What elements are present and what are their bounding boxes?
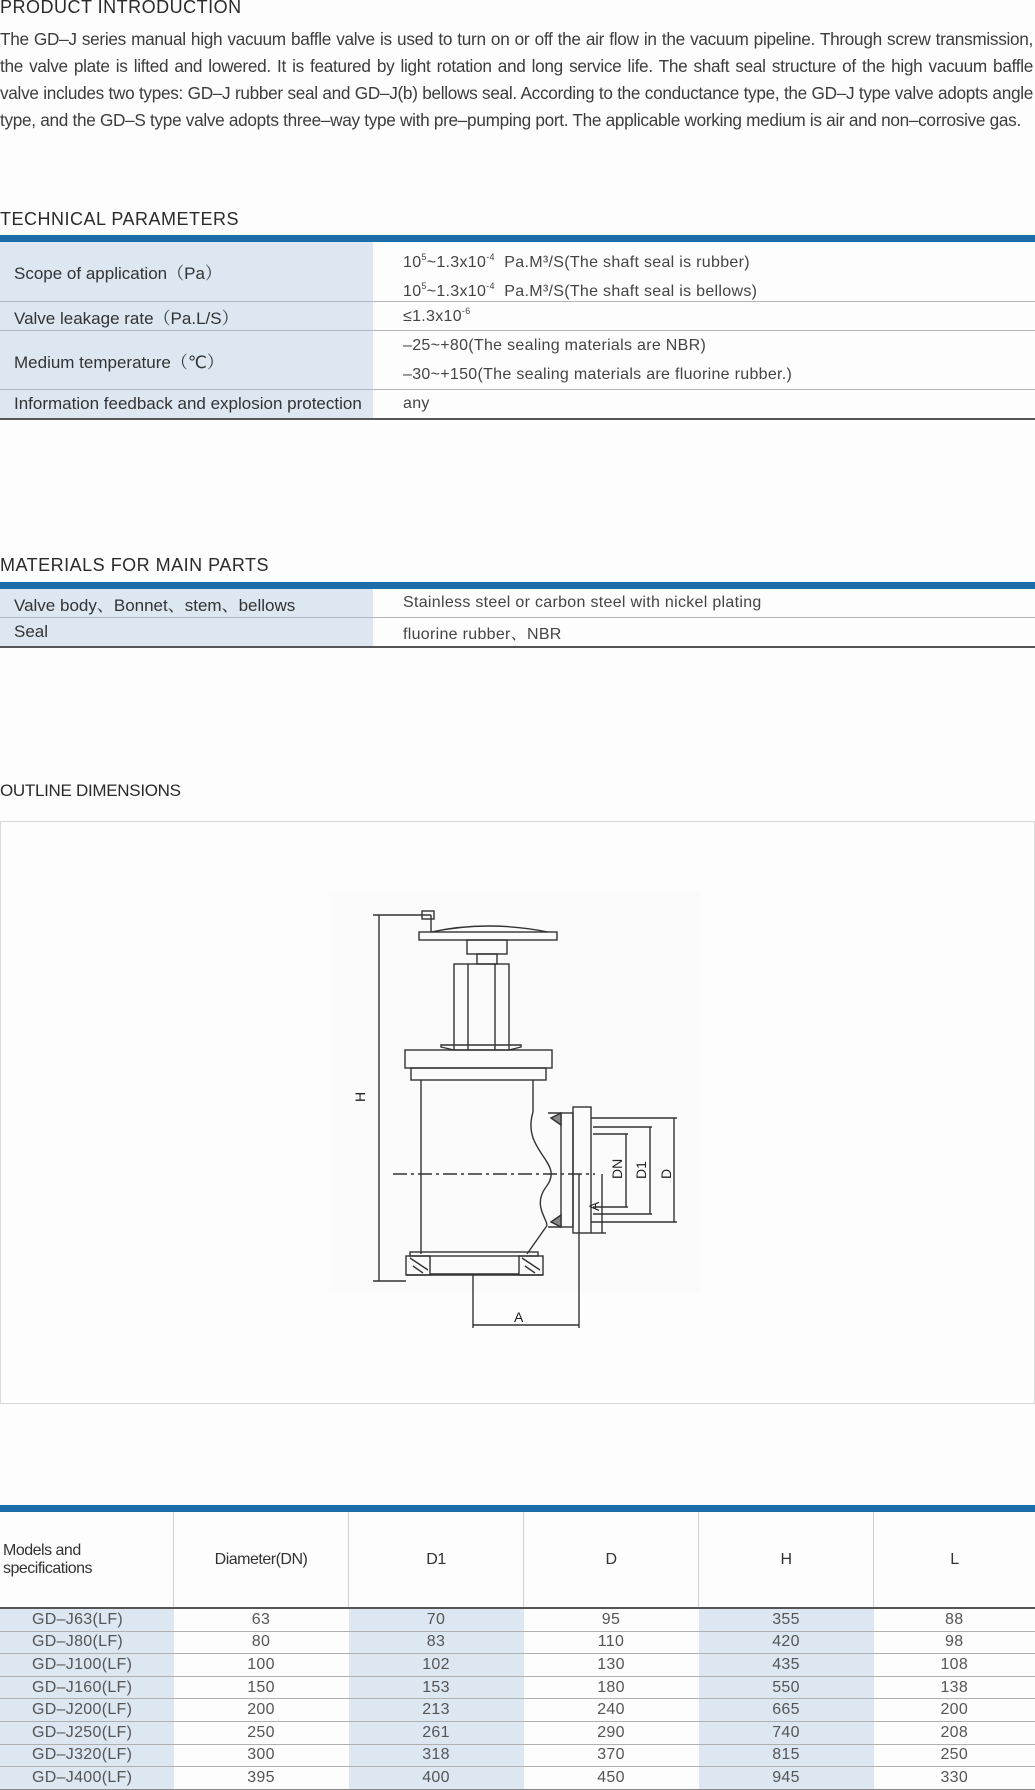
materials-title: MATERIALS FOR MAIN PARTS: [0, 555, 270, 575]
outline-title: OUTLINE DIMENSIONS: [0, 781, 181, 800]
cell-d1: 83: [349, 1631, 524, 1654]
tech-value-line: –25~+80(The sealing materials are NBR): [403, 337, 707, 354]
cell-diameter: 300: [174, 1744, 349, 1767]
cell-d1: 70: [349, 1608, 524, 1631]
table-row: [0, 1721, 1035, 1744]
materials-table: [0, 589, 1035, 648]
col-header-d1: D1: [349, 1512, 524, 1608]
tech-value-line: $10^5\sim 1.3x10^{-4}$ Pa.M³/S(The shaft seal is bellows): [403, 280, 758, 300]
cell-h: 945: [699, 1767, 874, 1790]
materials-value: fluorine rubber、NBR: [373, 618, 1035, 648]
table-row: [0, 1767, 1035, 1790]
tech-row: [0, 331, 1035, 390]
tech-label: Information feedback and explosion protection: [0, 390, 373, 420]
table-row: [0, 1654, 1035, 1677]
table-row: [0, 1744, 1035, 1767]
cell-d: 240: [524, 1699, 699, 1722]
tech-row: [0, 242, 1035, 302]
valve-outline-drawing: [1, 822, 1034, 1403]
col-header-model: Models and specifications: [0, 1512, 174, 1608]
cell-d: 450: [524, 1767, 699, 1790]
cell-d: 370: [524, 1744, 699, 1767]
tech-value: any: [373, 390, 1035, 420]
cell-d: 130: [524, 1654, 699, 1677]
cell-l: 138: [874, 1676, 1035, 1699]
dim-label-d: D: [658, 1168, 674, 1179]
col-header-h: H: [699, 1512, 874, 1608]
materials-row: [0, 618, 1035, 648]
dim-label-a-side: A: [586, 1201, 602, 1211]
cell-diameter: 395: [174, 1767, 349, 1790]
materials-label: Valve body、Bonnet、stem、bellows: [0, 589, 373, 618]
intro-title: PRODUCT INTRODUCTION: [0, 0, 242, 17]
tech-row: [0, 390, 1035, 420]
cell-model: GD–J100(LF): [0, 1654, 174, 1677]
dims-table: [0, 1512, 1035, 1790]
cell-model: GD–J160(LF): [0, 1676, 174, 1699]
cell-h: 740: [699, 1721, 874, 1744]
tech-title: TECHNICAL PARAMETERS: [0, 209, 240, 229]
cell-l: 108: [874, 1654, 1035, 1677]
tech-value-line: $10^5\sim 1.3x10^{-4}$ Pa.M³/S(The shaft seal is rubber): [403, 251, 750, 271]
dims-accent-bar: [0, 1505, 1035, 1512]
cell-l: 208: [874, 1721, 1035, 1744]
cell-diameter: 80: [174, 1631, 349, 1654]
cell-model: GD–J320(LF): [0, 1744, 174, 1767]
cell-d1: 318: [349, 1744, 524, 1767]
cell-d: 180: [524, 1676, 699, 1699]
cell-l: 88: [874, 1608, 1035, 1631]
dim-label-dn: DN: [609, 1158, 625, 1179]
cell-d1: 400: [349, 1767, 524, 1790]
tech-value: [373, 331, 1035, 390]
tech-row: [0, 302, 1035, 331]
cell-d: 110: [524, 1631, 699, 1654]
cell-h: 550: [699, 1676, 874, 1699]
cell-diameter: 250: [174, 1721, 349, 1744]
cell-l: 330: [874, 1767, 1035, 1790]
cell-diameter: 100: [174, 1654, 349, 1677]
materials-label: Seal: [0, 618, 373, 648]
cell-diameter: 150: [174, 1676, 349, 1699]
table-row: [0, 1631, 1035, 1654]
cell-h: 815: [699, 1744, 874, 1767]
cell-model: GD–J250(LF): [0, 1721, 174, 1744]
table-row: [0, 1699, 1035, 1722]
tech-accent-bar: [0, 235, 1035, 242]
cell-model: GD–J63(LF): [0, 1608, 174, 1631]
table-row: [0, 1676, 1035, 1699]
cell-l: 250: [874, 1744, 1035, 1767]
dims-header-row: [0, 1512, 1035, 1608]
cell-d: 95: [524, 1608, 699, 1631]
cell-d1: 153: [349, 1676, 524, 1699]
cell-model: GD–J200(LF): [0, 1699, 174, 1722]
tech-value-line: –30~+150(The sealing materials are fluorine rubber.): [403, 366, 793, 383]
tech-table: [0, 242, 1035, 420]
col-header-l: L: [874, 1512, 1035, 1608]
intro-text: The GD–J series manual high vacuum baffle valve is used to turn on or off the air flow in the vacuum pipeline. Through screw transmission, the valve plate is lifted and lowered. It is featured by light rotation and long service life. The shaft seal structure of the high vacuum baffle valve includes two types: GD–J rubber seal and GD–J(b) bellows seal. According to the conductance type, the GD–J type valve adopts angle type, and the GD–S type valve adopts three–way type with pre–pumping port. The applicable working medium is air and non–corrosive gas.: [0, 29, 1033, 130]
cell-l: 200: [874, 1699, 1035, 1722]
cell-d1: 261: [349, 1721, 524, 1744]
cell-diameter: 200: [174, 1699, 349, 1722]
dim-label-d1: D1: [633, 1161, 649, 1179]
cell-h: 435: [699, 1654, 874, 1677]
cell-h: 420: [699, 1631, 874, 1654]
cell-diameter: 63: [174, 1608, 349, 1631]
tech-label: Medium temperature（℃）: [0, 331, 373, 390]
materials-row: [0, 589, 1035, 618]
tech-value: $\le 1.3x10^{-6}$: [373, 302, 1035, 331]
cell-d: 290: [524, 1721, 699, 1744]
cell-model: GD–J80(LF): [0, 1631, 174, 1654]
table-row: [0, 1608, 1035, 1631]
cell-d1: 213: [349, 1699, 524, 1722]
cell-l: 98: [874, 1631, 1035, 1654]
col-header-diameter: Diameter(DN): [174, 1512, 349, 1608]
dim-label-a-bottom: A: [514, 1309, 524, 1325]
cell-h: 355: [699, 1608, 874, 1631]
materials-value: Stainless steel or carbon steel with nickel plating: [373, 589, 1035, 618]
col-header-d: D: [524, 1512, 699, 1608]
tech-value: [373, 242, 1035, 302]
cell-h: 665: [699, 1699, 874, 1722]
dim-label-h: H: [352, 1091, 368, 1102]
tech-label: Scope of application（Pa）: [0, 242, 373, 302]
cell-model: GD–J400(LF): [0, 1767, 174, 1790]
outline-drawing-frame: [0, 821, 1035, 1404]
cell-d1: 102: [349, 1654, 524, 1677]
materials-accent-bar: [0, 582, 1035, 589]
tech-label: Valve leakage rate（Pa.L/S）: [0, 302, 373, 331]
